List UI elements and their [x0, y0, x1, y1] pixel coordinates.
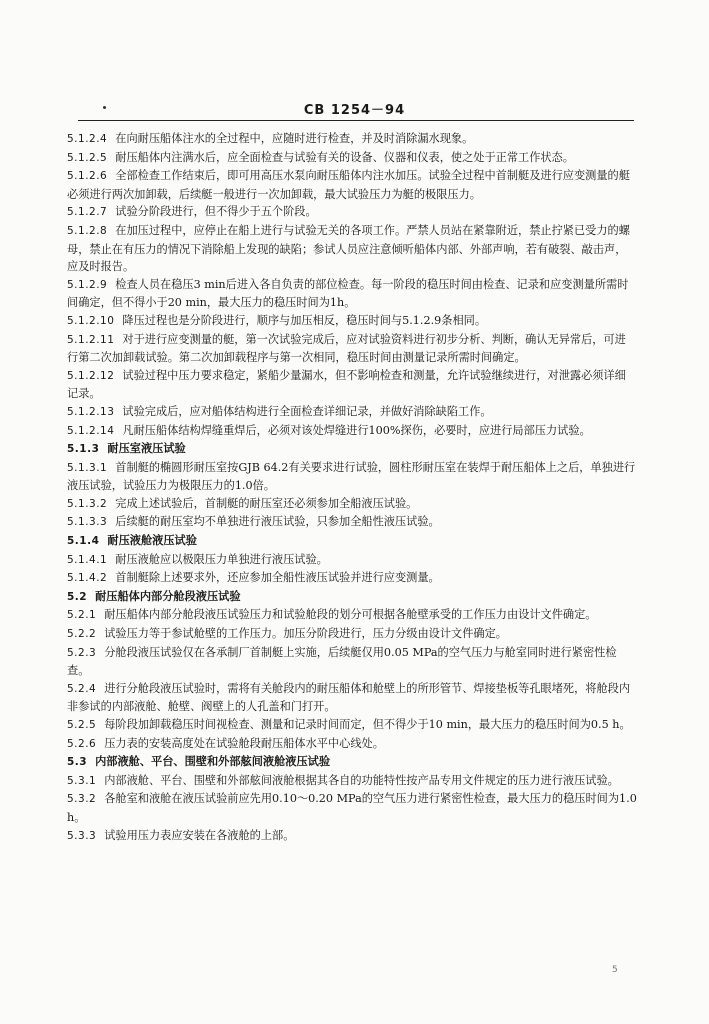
clause-number: 5.3.2: [67, 793, 97, 806]
clause-number: 5.2.4: [67, 682, 97, 695]
clause-number: 5.2.1: [67, 609, 97, 622]
clause-number: 5.1.2.11: [67, 333, 115, 346]
clause-number: 5.1.3.3: [67, 516, 108, 529]
body-text: [67, 130, 637, 845]
clause-text: 凡耐压船体结构焊缝重焊后，必须对该处焊缝进行100%探伤，必要时，应进行局部压力试验。: [122, 423, 591, 437]
clause-text: 分舱段液压试验仅在各承制厂首制艇上实施，后续艇仅用0.05 MPa的空气压力与舱室同时进行紧密性检查。: [67, 645, 617, 678]
clause-text: 压力表的安装高度处在试验舱段耐压船体水平中心线处。: [104, 736, 384, 750]
clause-number: 5.2.2: [67, 628, 97, 641]
clause-text: 耐压船体内注满水后，应全面检查与试验有关的设备、仪器和仪表，使之处于正常工作状态。: [115, 150, 574, 164]
clause-number: 5.2.3: [67, 646, 97, 659]
clause-paragraph: [67, 680, 637, 716]
clause-number: 5.1.3.2: [67, 497, 108, 510]
clause-number: 5.3.3: [67, 829, 97, 842]
clause-paragraph: [67, 312, 637, 331]
clause-number: 5.1.2.4: [67, 133, 108, 145]
section-heading: [67, 440, 637, 459]
clause-text: 试验压力等于参试舱壁的工作压力。加压分阶段进行，压力分级由设计文件确定。: [104, 627, 507, 641]
clause-text: 全部检查工作结束后，即可用高压水泵向耐压船体内注水加压。试验全过程中首制艇及进行应变测量的艇必须进行两次加卸载，后续艇一般进行一次加卸载，最大试验压力为艇的极限压力。: [67, 169, 630, 201]
clause-text: 试验过程中压力要求稳定，紧船少量漏水，但不影响检查和测量，允许试验继续进行，对泄露必须详细记录。: [67, 368, 626, 401]
clause-text: 试验完成后，应对船体结构进行全面检查详细记录，并做好消除缺陷工作。: [122, 404, 492, 418]
clause-number: 5.2.6: [67, 737, 97, 750]
clause-paragraph: [67, 459, 637, 495]
clause-paragraph: [67, 130, 637, 149]
clause-text: 试验用压力表应安装在各液舱的上部。: [104, 828, 295, 842]
clause-number: 5.1.2.13: [67, 405, 115, 418]
clause-paragraph: [67, 827, 637, 846]
clause-paragraph: [67, 551, 637, 570]
clause-paragraph: [67, 222, 637, 276]
clause-number: 5.1.2.6: [67, 170, 108, 183]
clause-number: 5.1.4.2: [67, 572, 108, 585]
clause-text: 完成上述试验后，首制艇的耐压室还必须参加全船液压试验。: [115, 496, 418, 510]
clause-number: 5.1.2.8: [67, 224, 108, 237]
clause-text: 后续艇的耐压室均不单独进行液压试验，只参加全船性液压试验。: [115, 515, 440, 529]
clause-paragraph: [67, 495, 637, 514]
clause-text: 对于进行应变测量的艇，第一次试验完成后，应对试验资料进行初步分析、判断，确认无异常后，可进行第二次加卸载试验。第二次加卸载程序与第一次相同，稳压时间由测量记录所需时间确定。: [67, 332, 626, 365]
clause-number: 5.1.2.5: [67, 151, 108, 164]
clause-paragraph: [67, 625, 637, 644]
clause-number: 5.2.5: [67, 719, 97, 731]
clause-text: 在加压过程中，应停止在船上进行与试验无关的各项工作。严禁人员站在紧靠附近，禁止拧紧已受力的螺母，禁止在有压力的情况下消除船上发现的缺陷；参试人员应注意倾听船体内部、外部声响，若有破裂、敲击声，应及时报告。: [67, 223, 630, 274]
section-heading: [67, 753, 637, 772]
clause-paragraph: [67, 403, 637, 422]
clause-text: 各舱室和液舱在液压试验前应先用0.10～0.20 MPa的空气压力进行紧密性检查，最大压力的稳压时间为1.0 h。: [67, 792, 637, 824]
clause-text: 降压过程也是分阶段进行，顺序与加压相反，稳压时间与5.1.2.9条相同。: [122, 313, 487, 327]
clause-text: 首制艇的椭圆形耐压室按GJB 64.2有关要求进行试验，圆柱形耐压室在装焊于耐压船体上之后，单独进行液压试验，试验压力为极限压力的1.0倍。: [67, 460, 636, 493]
clause-paragraph: [67, 331, 637, 367]
section-heading: [67, 532, 637, 551]
clause-paragraph: [67, 149, 637, 168]
clause-paragraph: [67, 203, 637, 222]
clause-text: 耐压液舱应以极限压力单独进行液压试验。: [115, 552, 328, 566]
clause-number: 5.1.2.14: [67, 424, 115, 437]
clause-paragraph: [67, 772, 637, 791]
clause-text: 耐压液舱液压试验: [107, 533, 197, 548]
clause-number: 5.1.2.10: [67, 314, 115, 327]
clause-paragraph: [67, 422, 637, 441]
clause-number: 5.1.3.1: [67, 461, 108, 474]
clause-text: 在向耐压船体注水的全过程中，应随时进行检查，并及时消除漏水现象。: [115, 132, 474, 145]
clause-text: 检查人员在稳压3 min后进入各自负责的部位检查。每一阶段的稳压时间由检查、记录和应变测量所需时间确定，但不得小于20 min，最大压力的稳压时间为1h。: [67, 277, 629, 310]
clause-number: 5.3: [67, 756, 88, 769]
clause-text: 试验分阶段进行，但不得少于五个阶段。: [115, 205, 317, 219]
clause-number: 5.1.2.7: [67, 206, 108, 219]
clause-paragraph: [67, 606, 637, 625]
clause-paragraph: [67, 735, 637, 754]
section-heading: [67, 588, 637, 607]
clause-paragraph: [67, 716, 637, 735]
clause-paragraph: [67, 167, 637, 203]
clause-text: 耐压船体内部分舱段液压试验压力和试验舱段的划分可根据各舱壁承受的工作压力由设计文件确定。: [104, 608, 597, 622]
clause-text: 耐压室液压试验: [107, 441, 186, 456]
header-rule: [78, 120, 634, 121]
clause-number: 5.3.1: [67, 774, 97, 787]
clause-text: 内部液舱、平台、围壁和外部舷间液舱液压试验: [95, 754, 331, 769]
clause-number: 5.1.2.12: [67, 369, 115, 382]
clause-text: 首制艇除上述要求外，还应参加全船性液压试验并进行应变测量。: [115, 571, 440, 585]
clause-paragraph: [67, 569, 637, 588]
clause-number: 5.1.4: [67, 535, 100, 548]
page-header: CB 1254－94: [303, 103, 406, 118]
clause-number: 5.1.4.1: [67, 553, 108, 566]
clause-text: 每阶段加卸载稳压时间视检查、测量和记录时间而定，但不得少于10 min，最大压力的稳压时间为0.5 h。: [104, 718, 631, 731]
clause-paragraph: [67, 790, 637, 826]
clause-number: 5.2: [67, 590, 88, 603]
clause-number: 5.1.2.9: [67, 278, 108, 291]
clause-paragraph: [67, 513, 637, 532]
clause-text: 内部液舱、平台、围壁和外部舷间液舱根据其各自的功能特性按产品专用文件规定的压力进行液压试验。: [104, 773, 619, 787]
clause-paragraph: [67, 367, 637, 403]
page-number: 5: [612, 965, 618, 975]
clause-text: 进行分舱段液压试验时，需将有关舱段内的耐压船体和舱壁上的所形管节、焊接垫板等孔眼堵死，将舱段内非参试的内部液舱、舱壁、阀壁上的人孔盖和门打开。: [67, 681, 631, 714]
clause-number: 5.1.3: [67, 443, 100, 456]
clause-paragraph: [67, 644, 637, 680]
clause-text: 耐压船体内部分舱段液压试验: [95, 588, 241, 603]
clause-paragraph: [67, 276, 637, 312]
